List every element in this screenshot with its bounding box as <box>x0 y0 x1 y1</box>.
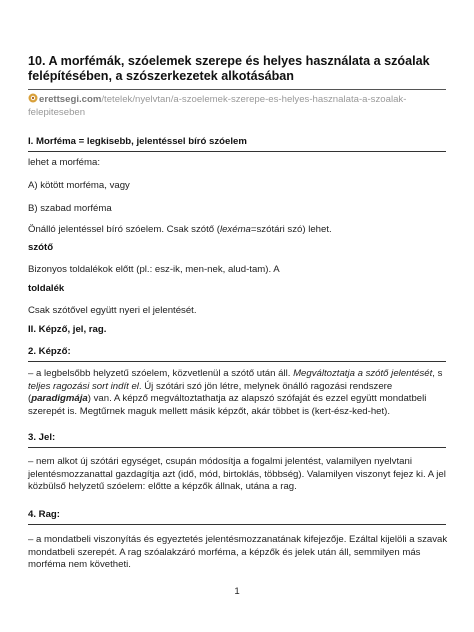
document-title: 10. A morfémák, szóelemek szerepe és helyes használata a szóalak felépítésében, a szószerkezetek alkotásában <box>28 54 430 83</box>
heading-toldalek: toldalék <box>28 283 65 294</box>
paragraph-onallo: Önálló jelentéssel bíró szóelem. Csak szótő (lexéma=szótári szó) lehet. <box>28 224 332 235</box>
paragraph-csak: Csak szótővel együtt nyeri el jelentését. <box>28 305 197 316</box>
heading-szoto: szótő <box>28 242 54 253</box>
section-1-heading: I. Morféma = legkisebb, jelentéssel bíró szóelem <box>28 136 247 147</box>
kepzo-divider <box>28 361 446 362</box>
jel-paragraph: – nem alkot új szótári egységet, csupán módosítja a fogalmi jelentést, valamilyen nyelvtani jelentésmozzanattal gazdagítja azt (idő, mód, birtoklás, többség). Valamilyen viszonyt fejez ki. A jel közbülső helyzetű szóelem: előtte a képzők állnak, utána a rag. <box>28 456 446 493</box>
paragraph-bizonyos: Bizonyos toldalékok előtt (pl.: esz-ik, men-nek, alud-tam). A <box>28 264 280 275</box>
title-divider <box>28 89 446 90</box>
section-2-heading: II. Képző, jel, rag. <box>28 324 107 335</box>
paragraph-a: A) kötött morféma, vagy <box>28 180 130 191</box>
paragraph-lehet: lehet a morféma: <box>28 157 100 168</box>
paragraph-b: B) szabad morféma <box>28 203 112 214</box>
jel-divider <box>28 447 446 448</box>
link-icon <box>28 93 38 103</box>
kepzo-heading: 2. Képző: <box>28 346 71 357</box>
rag-divider <box>28 524 446 525</box>
source-domain: erettsegi.com <box>39 94 102 105</box>
section-1-divider <box>28 151 446 152</box>
rag-heading: 4. Rag: <box>28 509 60 520</box>
source-link[interactable] <box>28 93 438 119</box>
page-number: 1 <box>234 586 240 597</box>
kepzo-paragraph: – a legbelsőbb helyzetű szóelem, közvetlenül a szótő után áll. Megváltoztatja a szótő jelentését, s teljes ragozási sort indít el. Új szótári szó jön létre, melynek önálló ragozási rendszere (paradigmája) van. A képző megváltoztathatja az alapszó szófaját és ezzel együtt mondatbeli szerepét is. Megtűrnek maguk mellett másik képzőt, akár többet is (kert-ész-ked-het). <box>28 368 443 417</box>
jel-heading: 3. Jel: <box>28 432 56 443</box>
source-path: /tetelek/nyelvtan/a-szoelemek-szerepe-es-helyes-hasznalata-a-szoalak-felepiteseben <box>28 94 407 118</box>
rag-paragraph: – a mondatbeli viszonyítás és egyeztetés jelentésmozzanatának kifejezője. Ezáltal kijelöli a szavak mondatbeli szerepét. A rag szóalakzáró morféma, a képzők és jelek után áll, semmilyen más morféma nem követheti. <box>28 534 448 571</box>
